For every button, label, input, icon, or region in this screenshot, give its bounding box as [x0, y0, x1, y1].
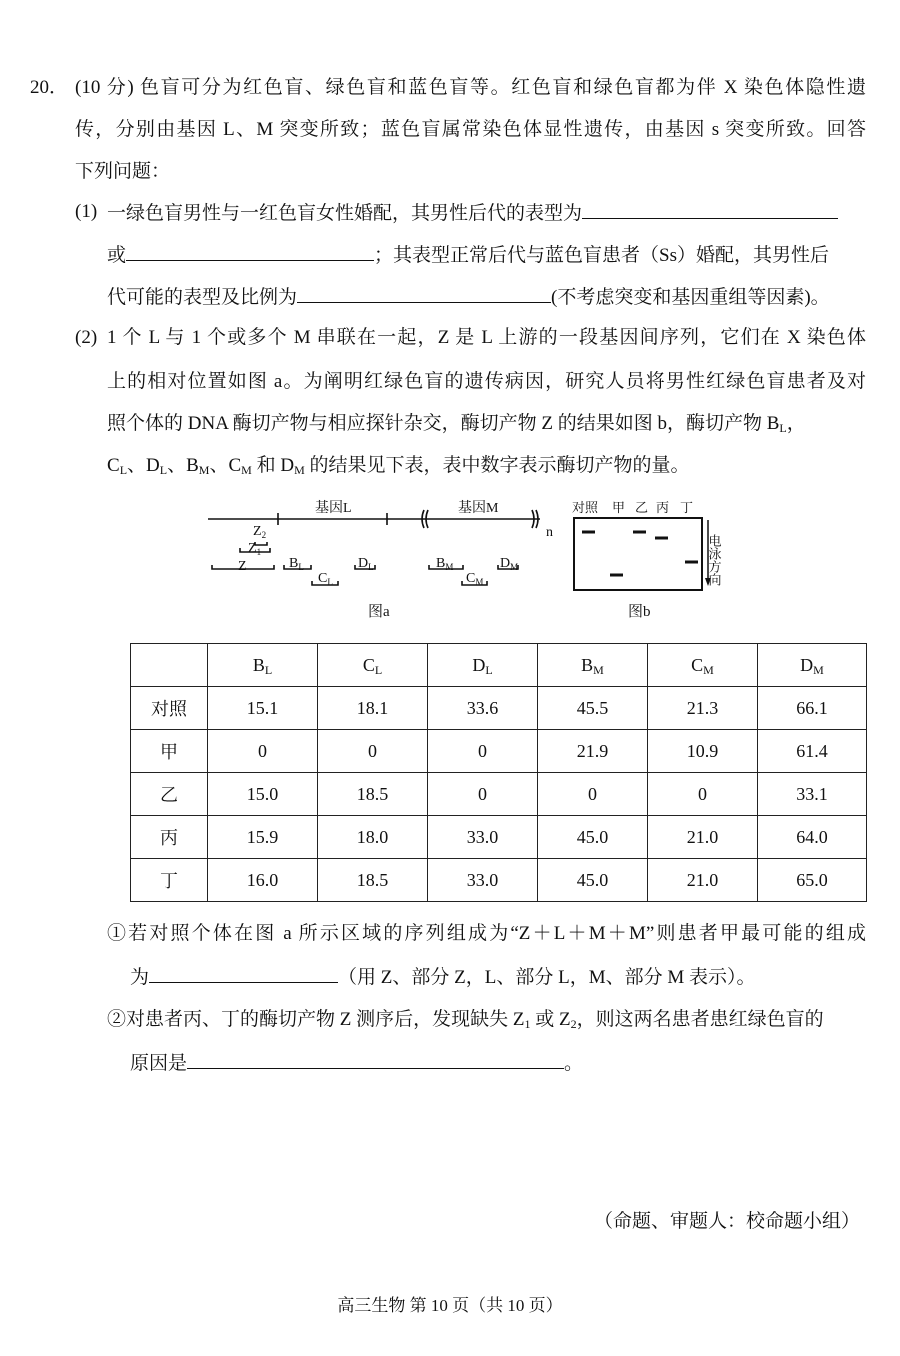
row-label: 丁: [131, 859, 208, 902]
lane-label: 丙: [656, 500, 670, 515]
part-1-line: [107, 240, 829, 268]
subscript: M: [294, 463, 305, 477]
table-cell: 33.6: [428, 687, 538, 730]
row-label: 对照: [131, 687, 208, 730]
dl-label: $D_L$: [358, 556, 374, 572]
subscript: L: [119, 463, 128, 477]
intro-line: (10 分) 色盲可分为红色盲、绿色盲和蓝色盲等。红色盲和绿色盲都为伴 X 染色体隐性遗: [75, 77, 866, 98]
table-cell: 21.0: [648, 859, 758, 902]
part-2-line: 1 个 L 与 1 个或多个 M 串联在一起，Z 是 L 上游的一段基因间序列，它们在 X 染色体: [107, 327, 866, 348]
text: 原因是: [130, 1053, 188, 1074]
answer-blank-3[interactable]: [297, 282, 551, 303]
table-cell: 18.5: [318, 773, 428, 816]
intro-line: 下列问题：: [75, 161, 171, 182]
row-label: 丙: [131, 816, 208, 859]
table-cell: 61.4: [758, 730, 867, 773]
subscript: M: [241, 463, 252, 477]
lane-label: 丁: [680, 500, 694, 515]
table-cell: 10.9: [648, 730, 758, 773]
part-2-line: [107, 410, 806, 438]
table-cell: 33.1: [758, 773, 867, 816]
column-header: $C_M$: [648, 644, 758, 687]
cl-label: $C_L$: [318, 571, 333, 587]
answer-blank-1[interactable]: [582, 198, 838, 219]
part-2-number: (2): [75, 327, 98, 348]
table-cell: 0: [538, 773, 648, 816]
column-header: $B_M$: [538, 644, 648, 687]
lane-label: 乙: [635, 500, 649, 515]
part-2-line: 上的相对位置如图 a。为阐明红绿色盲的遗传病因，研究人员将男性红绿色盲患者及对: [107, 371, 866, 392]
z2-label: $Z_2$: [253, 524, 267, 540]
text: ；其表型正常后代与蓝色盲患者（Ss）婚配，其男性后: [374, 245, 829, 266]
table-row: [131, 687, 867, 730]
table-cell: 0: [208, 730, 318, 773]
table-cell: 15.9: [208, 816, 318, 859]
table-cell: 33.0: [428, 816, 538, 859]
subscript: L: [779, 421, 787, 435]
text: 或: [107, 245, 127, 266]
text: ，: [786, 413, 806, 434]
direction-label: [707, 533, 722, 586]
part-1-line: [107, 198, 838, 226]
table-cell: 18.1: [318, 687, 428, 730]
text: 照个体的 DNA 酶切产物与相应探针杂交，酶切产物 Z 的结果如图 b，酶切产物 B: [107, 413, 780, 434]
sub-question-2: ②对患者丙、丁的酶切产物 Z 测序后，发现缺失 $Z_1$ 或 $Z_2$，则这两名患者患红绿色盲的: [107, 1009, 824, 1031]
dm-label: $D_M$: [500, 556, 519, 572]
text: 为: [130, 967, 150, 988]
page-footer: 高三生物 第 10 页（共 10 页）: [337, 1296, 563, 1315]
sub-question-2-line: [130, 1048, 583, 1076]
table-cell: 21.3: [648, 687, 758, 730]
figure-b-caption: 图b: [628, 604, 651, 620]
table-cell: 16.0: [208, 859, 318, 902]
row-label: 甲: [131, 730, 208, 773]
table-cell: 0: [318, 730, 428, 773]
table-cell: 0: [648, 773, 758, 816]
n-label: n: [546, 525, 553, 540]
answer-blank-5[interactable]: [187, 1048, 564, 1069]
table-cell: 64.0: [758, 816, 867, 859]
table-cell: 45.0: [538, 859, 648, 902]
column-header: $D_M$: [758, 644, 867, 687]
table-cell: 18.5: [318, 859, 428, 902]
gene-l-label: 基因L: [315, 501, 352, 516]
lane-label: 甲: [612, 500, 626, 515]
column-header: $B_L$: [208, 644, 318, 687]
bl-label: $B_L$: [289, 556, 304, 572]
text: 、D: [127, 455, 160, 476]
table-cell: 65.0: [758, 859, 867, 902]
table-cell: 45.0: [538, 816, 648, 859]
z-label: Z: [238, 559, 247, 574]
table-row: [131, 859, 867, 902]
intro-line: 传，分别由基因 L、M 突变所致；蓝色盲属常染色体显性遗传，由基因 s 突变所致。回答: [75, 119, 866, 140]
part-2-line: [107, 452, 690, 480]
table-row: [131, 816, 867, 859]
text: 和 D: [251, 455, 295, 476]
answer-blank-4[interactable]: [149, 962, 338, 983]
part-1-line: [107, 282, 830, 310]
gene-m-label: 基因M: [458, 501, 499, 516]
table-cell: 45.5: [538, 687, 648, 730]
answer-blank-2[interactable]: [126, 240, 374, 261]
table-cell: 15.1: [208, 687, 318, 730]
figure-b: [572, 500, 722, 620]
z1-label: $Z_1$: [248, 541, 262, 557]
table-cell: 0: [428, 773, 538, 816]
row-label: 乙: [131, 773, 208, 816]
part-1-number: (1): [75, 201, 98, 222]
lane-label: 对照: [572, 500, 599, 515]
figures: [200, 490, 740, 630]
table-cell: 33.0: [428, 859, 538, 902]
text: 、B: [167, 455, 199, 476]
table-cell: 15.0: [208, 773, 318, 816]
text: 。: [564, 1053, 584, 1074]
text: 的结果见下表，表中数字表示酶切产物的量。: [304, 455, 690, 476]
svg-text:电泳方向: 电泳方向: [706, 534, 722, 586]
table-header-row: [131, 644, 867, 687]
text: 代可能的表型及比例为: [107, 287, 298, 308]
data-table: [130, 643, 867, 902]
table-row: [131, 730, 867, 773]
text: 一绿色盲男性与一红色盲女性婚配，其男性后代的表型为: [107, 203, 583, 224]
table-cell: 21.9: [538, 730, 648, 773]
sub-question-1: ①若对照个体在图 a 所示区域的序列组成为“Z＋L＋M＋M”则患者甲最可能的组成: [107, 923, 866, 944]
text: C: [107, 455, 120, 476]
table-cell: 21.0: [648, 816, 758, 859]
gel-bands: [582, 532, 698, 575]
text: (不考虑突变和基因重组等因素)。: [551, 287, 830, 308]
column-header: $C_L$: [318, 644, 428, 687]
text: 、C: [209, 455, 242, 476]
text: （用 Z、部分 Z，L、部分 L，M、部分 M 表示）。: [338, 967, 756, 988]
table-row: [131, 773, 867, 816]
subscript: L: [159, 463, 168, 477]
subscript: M: [198, 463, 210, 477]
sub-question-1-line: [130, 962, 755, 990]
bm-label: $B_M$: [436, 556, 454, 572]
cm-label: $C_M$: [466, 571, 484, 587]
question-number: 20．: [30, 77, 69, 98]
table-cell: 18.0: [318, 816, 428, 859]
table-cell: 0: [428, 730, 538, 773]
table-cell: 66.1: [758, 687, 867, 730]
column-header: $D_L$: [428, 644, 538, 687]
credits: （命题、审题人：校命题小组）: [593, 1211, 860, 1232]
figure-a-caption: 图a: [368, 604, 390, 620]
